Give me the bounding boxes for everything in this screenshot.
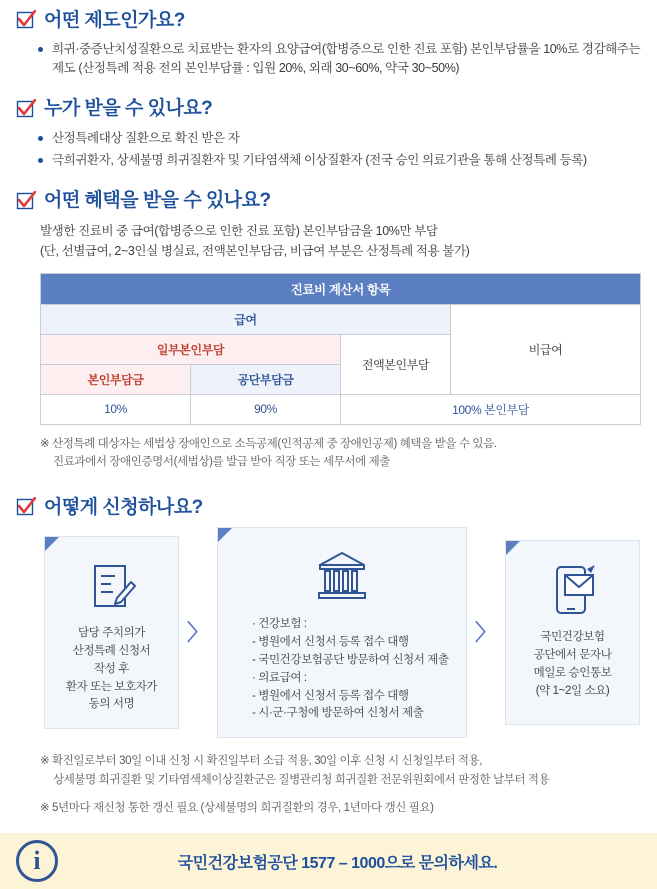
document-pen-icon (53, 555, 170, 617)
flow-step-2-line-3: - 국민건강보험공단 방문하여 신청서 제출 (252, 653, 449, 666)
section-who-can-get (14, 99, 643, 171)
flow-step-3 (505, 540, 640, 725)
section-what-is (14, 10, 643, 79)
flow-arrow-1: 〉 (187, 619, 210, 645)
section-heading (16, 497, 643, 517)
flow-step-3-line-4: (약 1~2일 소요) (535, 684, 610, 697)
benefit-line-2: (단, 선별급여, 2~3인실 병실료, 전액본인부담금, 비급여 부분은 산정특례 적용 불가) (40, 243, 470, 258)
apply-note-2 (40, 799, 643, 817)
contact-text: 국민건강보험공단 1577 – 1000으로 문의하세요. (177, 854, 498, 872)
table-cell-non-benefit-value: 100% 본인부담 (341, 394, 641, 424)
apply-note-1-line-2: 상세불명 희귀질환 및 기타염색체이상질환군은 질병관리청 희귀질환 전문위원회에서 판정한 날부터 적용 (53, 773, 550, 786)
table-header-non-benefit: 비급여 (451, 304, 641, 394)
table-cell-self-value: 10% (41, 394, 191, 424)
flow-step-3-line-3: 메일로 승인통보 (533, 666, 612, 679)
section-title: 누가 받을 수 있나요? (44, 98, 213, 120)
flow-step-2 (217, 527, 467, 738)
section-heading (16, 99, 643, 119)
list-item: 산정특례대상 질환으로 확진 받은 자 (38, 129, 643, 148)
flow-step-1-line-1: 담당 주치의가 (77, 627, 146, 640)
section-heading (16, 191, 643, 211)
table-row (41, 273, 641, 304)
apply-note-1-line-1: ※ 확진일로부터 30일 이내 신청 시 확진일부터 소급 적용, 30일 이후 신청 시 신청일부터 적용, (40, 755, 483, 768)
contact-bar (0, 833, 657, 889)
flow-step-3-line-1: 국민건강보험 (540, 631, 605, 644)
table-header-self-pay: 본인부담금 (41, 364, 191, 394)
table-row (41, 394, 641, 424)
government-building-icon (226, 546, 458, 608)
apply-note-1 (40, 752, 643, 789)
benefit-line-1: 발생한 진료비 중 급여(합병증으로 인한 진료 포함) 본인부담금을 10%만 부담 (40, 223, 438, 238)
section-title: 어떤 혜택을 받을 수 있나요? (44, 190, 271, 211)
table-header-main: 진료비 계산서 항목 (41, 273, 641, 304)
flow-arrow-2: 〉 (475, 619, 498, 645)
check-icon (16, 10, 36, 30)
info-icon: i (16, 840, 58, 882)
table-cell-corp-value: 90% (191, 394, 341, 424)
table-header-corp-pay: 공단부담금 (191, 364, 341, 394)
section-heading (16, 10, 643, 30)
section-how-to-apply (14, 497, 643, 817)
section-title: 어떻게 신청하나요? (44, 496, 203, 518)
bullet-list (38, 40, 643, 79)
flow-step-1-line-5: 동의 서명 (88, 698, 135, 711)
apply-note-2-text: ※ 5년마다 재신청 통한 갱신 필요 (상세불명의 희귀질환의 경우, 1년마다 갱신 필요) (40, 801, 434, 814)
table-header-partial-self: 일부본인부담 (41, 334, 341, 364)
flow-step-3-line-2: 공단에서 문자나 (533, 649, 612, 662)
flow-step-1-line-2: 산정특례 신청서 (72, 645, 151, 657)
check-icon (16, 191, 36, 211)
application-flow (44, 527, 643, 738)
benefit-note (40, 435, 643, 472)
flow-step-2-line-5: - 병원에서 신청서 등록 접수 대행 (252, 689, 409, 702)
list-item: 희귀·중증난치성질환으로 치료받는 환자의 요양급여(합병증으로 인한 진료 포함) 본인부담률을 10%로 경감해주는 제도 (산정특례 적용 전의 본인부담률 : 입원 20%, 외래 30~60%, 약국 30~50%) (38, 40, 643, 79)
flow-step-2-line-6: - 시·군·구청에 방문하여 신청서 제출 (252, 707, 424, 720)
fee-table-wrapper (40, 273, 640, 425)
flow-step-2-line-2: - 병원에서 신청서 등록 접수 대행 (252, 636, 409, 649)
bullet-list (38, 129, 643, 171)
benefit-note-line-1: ※ 산정특례 대상자는 세법상 장애인으로 소득공제(인적공제 중 장애인공제) 혜택을 받을 수 있음. (40, 437, 497, 450)
table-header-benefit: 급여 (41, 304, 451, 334)
section-benefits (14, 191, 643, 472)
check-icon (16, 497, 36, 517)
list-item: 극희귀환자, 상세불명 희귀질환자 및 기타염색체 이상질환자 (전국 승인 의료기관을 통해 산정특례 등록) (38, 151, 643, 170)
flow-step-1 (44, 536, 179, 729)
mobile-message-icon (514, 559, 631, 621)
flow-step-1-line-4: 환자 또는 보호자가 (65, 680, 158, 693)
benefit-note-line-2: 진료과에서 장애인증명서(세법상)를 발급 받아 직장 또는 세무서에 제출 (53, 455, 390, 468)
section-title: 어떤 제도인가요? (44, 9, 185, 31)
fee-table (40, 273, 641, 425)
table-row (41, 304, 641, 334)
flow-step-2-line-1: · 건강보험 : (252, 618, 307, 631)
benefit-description (40, 221, 643, 261)
table-header-full-self: 전액본인부담 (341, 334, 451, 394)
flow-step-1-line-3: 작성 후 (94, 662, 129, 675)
check-icon (16, 99, 36, 119)
flow-step-2-line-4: · 의료급여 : (252, 671, 307, 684)
flow-step-2-lines (226, 616, 458, 723)
